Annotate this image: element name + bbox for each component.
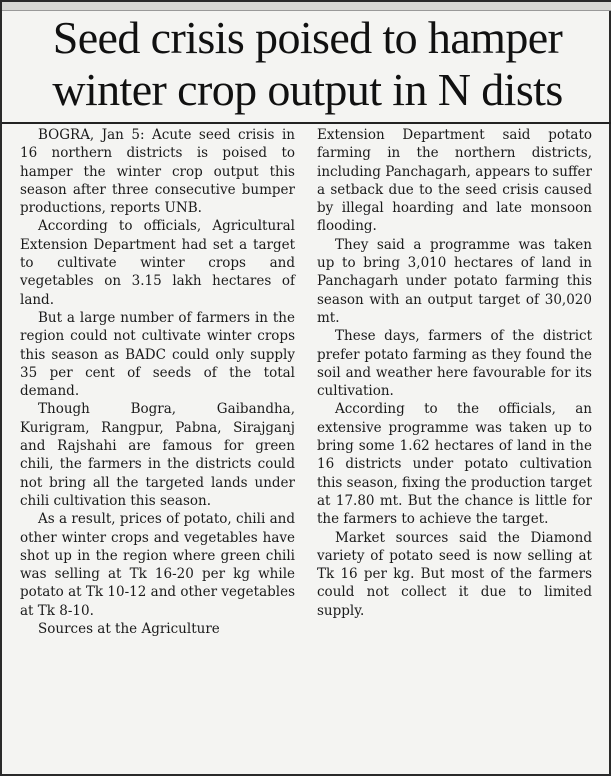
headline-line-1: Seed crisis poised to hamper <box>52 12 563 63</box>
headline-rule <box>2 122 611 124</box>
paragraph: Sources at the Agriculture <box>38 621 220 638</box>
paragraph: Extension Department said potato farming in the northern districts, including Panchagarh, appears to suffer a setback due to the seed crisis caused by illegal hoarding and late monsoon flooding. <box>317 127 592 235</box>
paragraph: According to the officials, an extensive programme was taken up to bring some 1.62 hectares of land in the 16 districts under potato cultivation this season, fixing the production target at 17.80 mt. But the chance is little for the farmers to achieve the target. <box>317 401 592 528</box>
article-column-right <box>317 126 592 620</box>
paragraph: They said a programme was taken up to bring 3,010 hectares of land in Panchagarh under potato farming this season with an output target of 30,020 mt. <box>317 236 592 326</box>
paragraph: These days, farmers of the district prefer potato farming as they found the soil and weather here favourable for its cultivation. <box>317 328 592 400</box>
article-column-left <box>20 126 295 638</box>
paragraph: Though Bogra, Gaibandha, Kurigram, Rangpur, Pabna, Sirajganj and Rajshahi are famous for green chili, the farmers in the districts could not bring all the targeted lands under chili cultivation this season. <box>20 401 295 509</box>
paragraph: According to officials, Agricultural Extension Department had set a target to cultivate winter crops and vegetables on 3.15 lakh hectares of land. <box>20 218 295 308</box>
cropped-top-edge <box>2 2 611 11</box>
paragraph: But a large number of farmers in the region could not cultivate winter crops this season as BADC could only supply 35 per cent of seeds of the total demand. <box>20 309 295 400</box>
paragraph: Market sources said the Diamond variety of potato seed is now selling at Tk 16 per kg. But most of the farmers could not collect it due to limited supply. <box>317 529 592 619</box>
headline <box>2 12 611 116</box>
paragraph: As a result, prices of potato, chili and other winter crops and vegetables have shot up in the region where green chili was selling at Tk 16-20 per kg while potato at Tk 10-12 and other vegetables at Tk 8-10. <box>20 511 295 619</box>
paragraph: BOGRA, Jan 5: Acute seed crisis in 16 northern districts is poised to hamper the winter crop output this season after three consecutive bumper productions, reports UNB. <box>20 127 295 217</box>
headline-line-2: winter crop output in N dists <box>52 64 563 115</box>
